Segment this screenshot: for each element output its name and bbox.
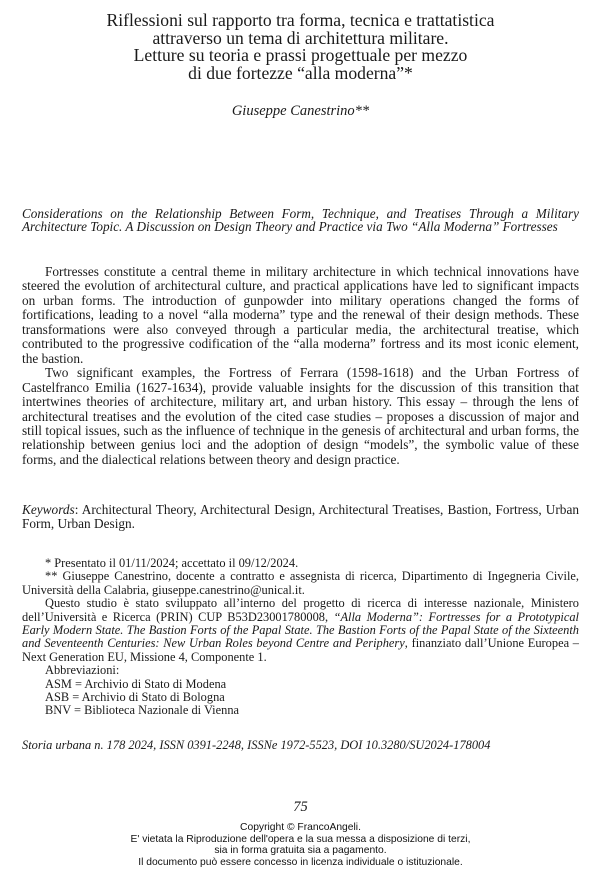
- abbreviations-heading: Abbreviazioni:: [45, 663, 120, 678]
- copyright-notice: [22, 822, 579, 868]
- title-line: di due fortezze “alla moderna”*: [188, 62, 413, 83]
- keywords-label: Keywords: [22, 502, 75, 517]
- footnote-funding: [22, 597, 579, 664]
- abstract: [22, 265, 579, 467]
- page-number: 75: [293, 799, 308, 815]
- copyright-line: Copyright © FrancoAngeli.: [240, 822, 361, 833]
- keywords-separator: :: [74, 502, 82, 517]
- keywords: [22, 503, 579, 532]
- title-line: Letture su teoria e prassi progettuale per mezzo: [133, 45, 468, 66]
- abstract-paragraph: Two significant examples, the Fortress of Ferrara (1598-1618) and the Urban Fortress of Castelfranco Emilia (1627-1634), provide valuable insights for the discussion of this transition that intertwines theories of architecture, military art, and urban history. This essay – through the lens of architectural treatises and the evolution of the cited case studies – proposes a discussion of major and still topical issues, such as the influence of technique in the genesis of architectural and urban forms, the relationship between genius loci and the adoption of design “models”, the symbolic value of these forms, and the dialectical relations between theory and design practice.: [22, 365, 579, 467]
- footnote-author: ** Giuseppe Canestrino, docente a contratto e assegnista di ricerca, Dipartimento di Ingegneria Civile, Università della Calabria, giuseppe.canestrino@unical.it.: [22, 569, 579, 597]
- funding-project-title: “Alla Moderna”: Fortresses for a Prototypical Early Modern State. The Bastion Forts of the Papal State. The Bastion Forts of the Papal State of the Sixteenth and Seventeenth Centuries: New Urban Roles beyond Centre and Periphery: [22, 609, 579, 651]
- abbreviations: [22, 664, 579, 718]
- journal-citation: Storia urbana n. 178 2024, ISSN 0391-2248, ISSNe 1972-5523, DOI 10.3280/SU2024-178004: [22, 738, 491, 752]
- abbreviation-item: BNV = Biblioteca Nazionale di Vienna: [45, 703, 240, 718]
- title-line: attraverso un tema di architettura militare.: [152, 27, 449, 48]
- funding-intro: Questo studio è stato sviluppato all’interno del progetto di ricerca di interesse nazionale, Ministero dell’Università e Ricerca (PRIN) CUP B53D23001780008,: [22, 596, 579, 624]
- article-title: [22, 12, 579, 82]
- footnotes: [22, 557, 579, 718]
- title-line: Riflessioni sul rapporto tra forma, tecnica e trattatistica: [106, 10, 495, 30]
- funding-outro: , finanziato dall’Unione Europea – Next Generation EU, Missione 4, Componente 1.: [22, 636, 579, 664]
- copyright-line: sia in forma gratuita sia a pagamento.: [214, 845, 387, 856]
- copyright-line: Il documento può essere concesso in licenza individuale o istituzionale.: [138, 856, 463, 868]
- footnote-submission: * Presentato il 01/11/2024; accettato il 09/12/2024.: [45, 556, 299, 570]
- abstract-paragraph: Fortresses constitute a central theme in military architecture in which technical innovations have steered the evolution of architectural culture, and practical applications have led to significant impacts on urban forms. The introduction of gunpowder into military operations changed the forms of fortifications, leading to a novel “alla moderna” type and the renewal of their design methods. These transformations were also conveyed through a particular media, the architectural treatise, which contributed to the progressive codification of the “alla moderna” fortress and its most iconic element, the bastion.: [22, 264, 579, 366]
- abbreviation-item: ASM = Archivio di Stato di Modena: [45, 676, 227, 691]
- copyright-line: E' vietata la Riproduzione dell'opera e la sua messa a disposizione di terzi,: [130, 833, 471, 845]
- abbreviation-item: ASB = Archivio di Stato di Bologna: [45, 690, 225, 705]
- author-name: Giuseppe Canestrino**: [231, 103, 370, 119]
- keywords-list: Architectural Theory, Architectural Design, Architectural Treatises, Bastion, Fortress, Urban Form, Urban Design.: [22, 502, 579, 532]
- english-title: Considerations on the Relationship Between Form, Technique, and Treatises Through a Military Architecture Topic. A Discussion on Design Theory and Practice via Two “Alla Moderna” Fortresses: [22, 206, 579, 235]
